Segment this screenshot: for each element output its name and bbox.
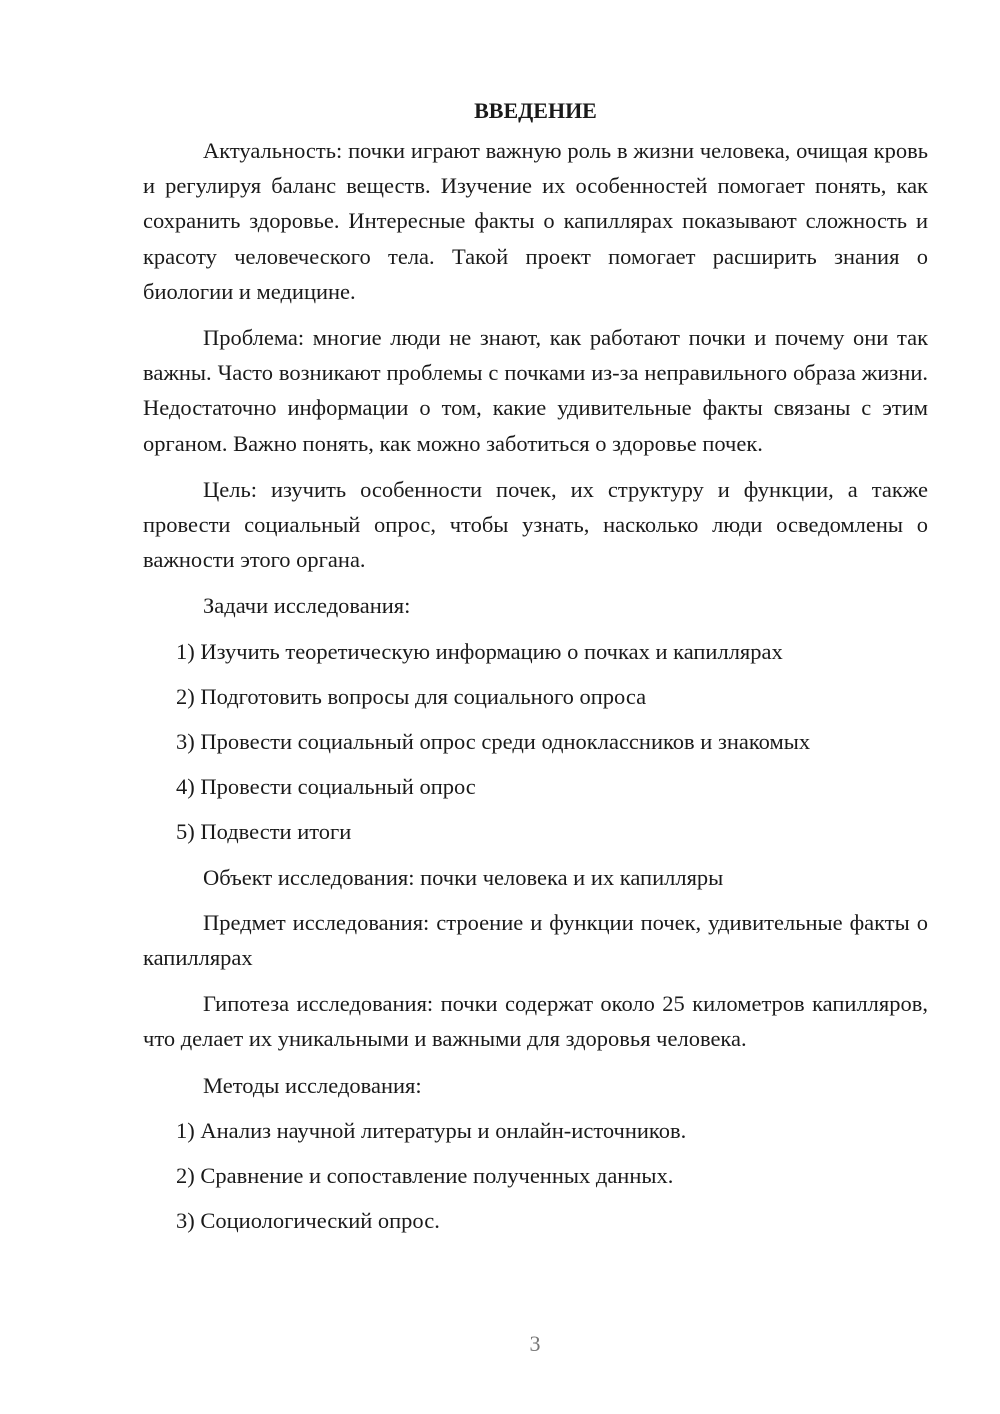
- section-title: ВВЕДЕНИЕ: [474, 98, 597, 123]
- relevance-paragraph: Актуальность: почки играют важную роль в жизни человека, очищая кровь и регулируя баланс веществ. Изучение их особенностей помогает понять, как сохранить здоровье. Интересные факты о капиллярах показывают сложность и красоту человеческого тела. Такой проект помогает расширить знания о биологии и медицине.: [143, 138, 928, 304]
- task-item: 5) Подвести итоги: [176, 819, 352, 845]
- method-item: 3) Социологический опрос.: [176, 1208, 440, 1234]
- hypothesis-paragraph: Гипотеза исследования: почки содержат около 25 километров капилляров, что делает их уникальными и важными для здоровья человека.: [143, 991, 928, 1052]
- tasks-list: [143, 634, 928, 850]
- method-item: 1) Анализ научной литературы и онлайн-источников.: [176, 1117, 687, 1143]
- task-item: 2) Подготовить вопросы для социального опроса: [176, 683, 647, 709]
- tasks-heading: Задачи исследования:: [203, 593, 411, 619]
- task-item: 3) Провести социальный опрос среди одноклассников и знакомых: [176, 729, 811, 755]
- task-item: 4) Провести социальный опрос: [176, 774, 476, 800]
- task-item: 1) Изучить теоретическую информацию о почках и капиллярах: [176, 638, 783, 664]
- methods-heading: Методы исследования:: [203, 1072, 422, 1098]
- subject-paragraph: Предмет исследования: строение и функции почек, удивительные факты о капиллярах: [143, 909, 928, 971]
- problem-paragraph: Проблема: многие люди не знают, как работают почки и почему они так важны. Часто возникают проблемы с почками из-за неправильного образа жизни. Недостаточно информации о том, какие удивительные факты связаны с этим органом. Важно понять, как можно заботиться о здоровье почек.: [143, 325, 928, 456]
- page-number: 3: [529, 1331, 541, 1356]
- methods-list: [143, 1113, 928, 1239]
- method-item: 2) Сравнение и сопоставление полученных данных.: [176, 1163, 674, 1189]
- object-paragraph: Объект исследования: почки человека и их капилляры: [203, 864, 724, 890]
- goal-paragraph: Цель: изучить особенности почек, их структуру и функции, а также провести социальный опрос, чтобы узнать, насколько люди осведомлены о важности этого органа.: [143, 476, 928, 573]
- document-page: [143, 93, 928, 1248]
